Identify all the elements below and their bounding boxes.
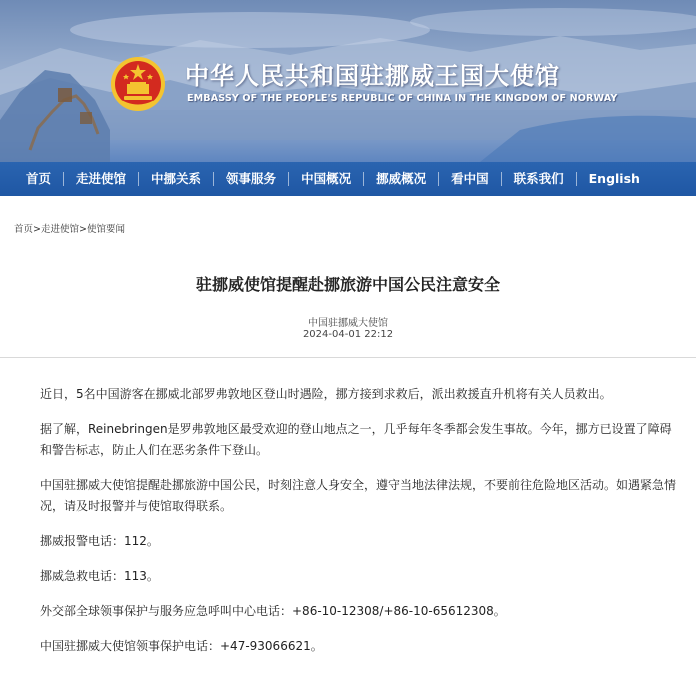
article-paragraph: 外交部全球领事保护与服务应急呼叫中心电话：+86-10-12308/+86-10-65612308。 [40,604,506,618]
nav-item-home[interactable]: 首页 [26,171,52,186]
divider [0,357,696,358]
breadcrumb-separator: > [79,224,87,235]
breadcrumb-about-embassy[interactable]: 走进使馆 [40,224,79,235]
national-emblem-icon [110,56,166,112]
nav-item-see-china[interactable]: 看中国 [451,171,489,186]
nav-item-china-norway-relations[interactable]: 中挪关系 [151,171,202,186]
article-body [40,384,682,671]
nav-item-about-embassy[interactable]: 走进使馆 [76,171,127,186]
breadcrumb-separator: > [33,224,41,235]
article-date: 2024-04-01 22:12 [302,329,394,340]
embassy-title-en: EMBASSY OF THE PEOPLE'S REPUBLIC OF CHINA IN THE KINGDOM OF NORWAY [187,93,618,104]
nav-item-china-overview[interactable]: 中国概况 [301,171,352,186]
nav-item-english[interactable]: English [588,171,640,186]
main-nav [0,162,696,196]
breadcrumb-home[interactable]: 首页 [14,224,34,235]
nav-item-contact-us[interactable]: 联系我们 [513,171,564,186]
article-paragraph: 据了解，Reinebringen是罗弗敦地区最受欢迎的登山地点之一，几乎每年冬季都会发生事故。今年，挪方已设置了障碍和警告标志，防止人们在恶劣条件下登山。 [40,422,672,457]
article-paragraph: 中国驻挪威大使馆领事保护电话：+47-93066621。 [40,639,323,653]
article-paragraph: 近日，5名中国游客在挪威北部罗弗敦地区登山时遇险，挪方接到求救后，派出救援直升机将有关人员救出。 [40,387,612,401]
nav-item-consular-services[interactable]: 领事服务 [226,171,277,186]
breadcrumb-embassy-news[interactable]: 使馆要闻 [86,224,125,235]
embassy-title-cn: 中华人民共和国驻挪威王国大使馆 [185,62,560,90]
article-paragraph: 挪威报警电话：112。 [40,534,159,548]
article-title: 驻挪威使馆提醒赴挪旅游中国公民注意安全 [195,275,500,294]
article-paragraph: 中国驻挪威大使馆提醒赴挪旅游中国公民，时刻注意人身安全，遵守当地法律法规，不要前往危险地区活动。如遇紧急情况，请及时报警并与使馆取得联系。 [40,478,677,513]
article-paragraph: 挪威急救电话：113。 [40,569,159,583]
nav-item-norway-overview[interactable]: 挪威概况 [376,171,427,186]
article-source: 中国驻挪威大使馆 [308,318,388,329]
breadcrumb [14,221,125,235]
header-banner [0,0,696,162]
